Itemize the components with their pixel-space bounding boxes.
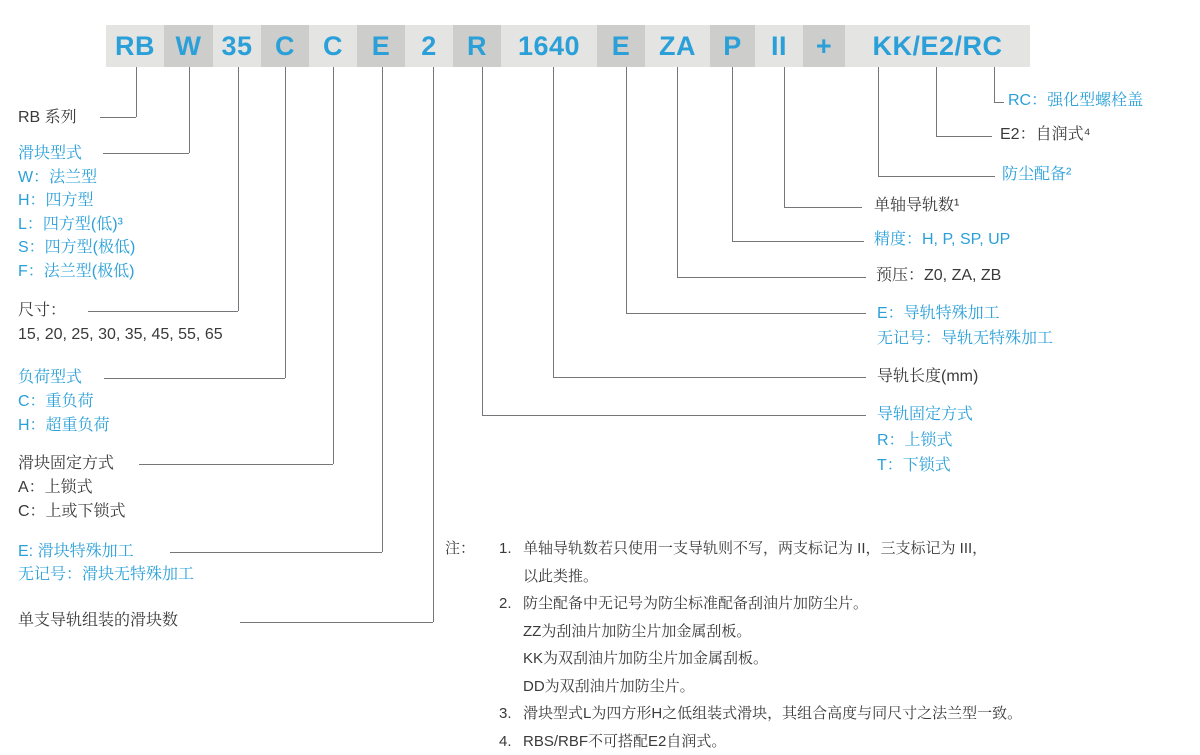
note-4-line-1: RBS/RBF不可搭配E2自润式。	[523, 728, 1185, 755]
block-type-option-h: H：四方型	[18, 189, 135, 213]
block-mounting-heading: 滑块固定方式	[18, 452, 126, 476]
note-2-line-4: DD为双刮油片加防尘片。	[523, 673, 1185, 701]
connector-rail-count-v	[784, 67, 785, 207]
segment-block-mounting: C	[309, 25, 357, 67]
connector-rail-mounting-h	[482, 415, 866, 416]
label-rail-length	[877, 365, 978, 389]
connector-series-h	[100, 117, 136, 118]
connector-load-type-v	[285, 67, 286, 378]
note-2-line-1: 防尘配备中无记号为防尘标准配备刮油片加防尘片。	[523, 590, 1185, 618]
connector-block-type-v	[189, 67, 190, 153]
connector-size-v	[238, 67, 239, 311]
segment-rail-length: 1640	[501, 25, 597, 67]
label-block-count	[18, 609, 178, 633]
block-type-option-w: W：法兰型	[18, 166, 135, 190]
block-special-option-e: E: 滑块特殊加工	[18, 540, 194, 563]
label-e2	[1000, 123, 1090, 147]
block-type-option-s: S：四方型(极低)	[18, 236, 135, 260]
segment-size: 35	[213, 25, 261, 67]
dust-text: 防尘配备²	[1002, 163, 1071, 187]
label-load-type	[18, 366, 110, 438]
connector-e2-v	[936, 67, 937, 136]
connector-e2-h	[936, 136, 992, 137]
connector-block-count-v	[433, 67, 434, 622]
rail-count-text: 单轴导轨数¹	[874, 194, 959, 218]
segment-load-type: C	[261, 25, 309, 67]
connector-block-count-h	[240, 622, 433, 623]
block-mounting-option-c: C：上或下锁式	[18, 500, 126, 524]
connector-block-mounting-v	[333, 67, 334, 464]
size-heading: 尺寸：	[18, 299, 223, 323]
block-special-option-none: 无记号：滑块无特殊加工	[18, 563, 194, 586]
label-preload	[876, 264, 1001, 288]
label-size	[18, 299, 223, 347]
load-type-heading: 负荷型式	[18, 366, 110, 390]
connector-block-mounting-h	[139, 464, 333, 465]
notes-block	[445, 535, 1185, 755]
block-count-text: 单支导轨组装的滑块数	[18, 609, 178, 633]
connector-preload-v	[677, 67, 678, 277]
block-type-option-f: F：法兰型(极低)	[18, 260, 135, 284]
rail-mounting-option-r: R：上锁式	[877, 428, 973, 454]
note-4-number: 4.	[499, 728, 523, 755]
preload-text: 预压：Z0, ZA, ZB	[876, 264, 1001, 288]
label-series	[18, 106, 77, 130]
note-2-number: 2.	[499, 590, 523, 618]
segment-plus-separator: +	[803, 25, 845, 67]
label-precision	[874, 228, 1010, 252]
precision-text: 精度：H, P, SP, UP	[874, 228, 1010, 252]
segment-precision: P	[710, 25, 755, 67]
label-block-special	[18, 540, 194, 586]
connector-dust-v	[878, 67, 879, 176]
note-item-4	[445, 728, 1185, 755]
label-series-text: RB 系列	[18, 106, 77, 130]
note-1-number: 1.	[499, 535, 523, 563]
block-type-heading: 滑块型式	[18, 142, 135, 166]
note-item-1	[445, 535, 1185, 590]
segment-preload: ZA	[645, 25, 710, 67]
e2-text: E2：自润式⁴	[1000, 123, 1090, 147]
connector-precision-h	[732, 241, 864, 242]
size-values: 15, 20, 25, 30, 35, 45, 55, 65	[18, 323, 223, 347]
note-2-line-2: ZZ为刮油片加防尘片加金属刮板。	[523, 618, 1185, 646]
block-mounting-option-a: A：上锁式	[18, 476, 126, 500]
label-block-type	[18, 142, 135, 283]
connector-preload-h	[677, 277, 866, 278]
load-type-option-c: C：重负荷	[18, 390, 110, 414]
label-rail-count	[874, 194, 959, 218]
rail-special-option-none: 无记号：导轨无特殊加工	[877, 326, 1053, 351]
rail-mounting-option-t: T：下锁式	[877, 453, 973, 479]
label-block-mounting	[18, 452, 126, 524]
segment-dust-options: KK/E2/RC	[845, 25, 1030, 67]
note-2-line-3: KK为双刮油片加防尘片加金属刮板。	[523, 645, 1185, 673]
rc-text: RC：强化型螺栓盖	[1008, 89, 1143, 113]
note-item-3	[445, 700, 1185, 728]
connector-load-type-h	[104, 378, 285, 379]
segment-rail-count: II	[755, 25, 803, 67]
connector-block-special-h	[170, 552, 382, 553]
connector-dust-h	[878, 176, 995, 177]
segment-rail-special: E	[597, 25, 645, 67]
connector-rc-v	[994, 67, 995, 102]
connector-block-special-v	[382, 67, 383, 552]
connector-precision-v	[732, 67, 733, 241]
note-1-line-2: 以此类推。	[523, 563, 1185, 591]
load-type-option-h: H：超重负荷	[18, 414, 110, 438]
connector-rail-mounting-v	[482, 67, 483, 415]
note-3-number: 3.	[499, 700, 523, 728]
connector-rail-length-h	[553, 377, 866, 378]
label-rc	[1008, 89, 1143, 113]
connector-rail-length-v	[553, 67, 554, 377]
segment-block-special: E	[357, 25, 405, 67]
note-item-2	[445, 590, 1185, 700]
connector-series-v	[136, 67, 137, 117]
connector-rail-special-v	[626, 67, 627, 313]
label-rail-mounting	[877, 402, 973, 479]
connector-rail-special-h	[626, 313, 866, 314]
segment-rail-mounting: R	[453, 25, 501, 67]
label-rail-special	[877, 301, 1053, 351]
connector-rail-count-h	[784, 207, 862, 208]
connector-rc-h	[994, 102, 1004, 103]
segment-block-count: 2	[405, 25, 453, 67]
segment-series: RB	[106, 25, 164, 67]
block-type-option-l: L：四方型(低)³	[18, 213, 135, 237]
rail-length-text: 导轨长度(mm)	[877, 365, 978, 389]
segment-block-type: W	[164, 25, 213, 67]
note-3-line-1: 滑块型式L为四方形H之低组装式滑块，其组合高度与同尺寸之法兰型一致。	[523, 700, 1185, 728]
label-dust	[1002, 163, 1071, 187]
notes-prefix: 注：	[445, 535, 499, 563]
note-1-line-1: 单轴导轨数若只使用一支导轨则不写，两支标记为 II，三支标记为 III，	[523, 535, 1185, 563]
rail-mounting-heading: 导轨固定方式	[877, 402, 973, 428]
rail-special-option-e: E：导轨特殊加工	[877, 301, 1053, 326]
